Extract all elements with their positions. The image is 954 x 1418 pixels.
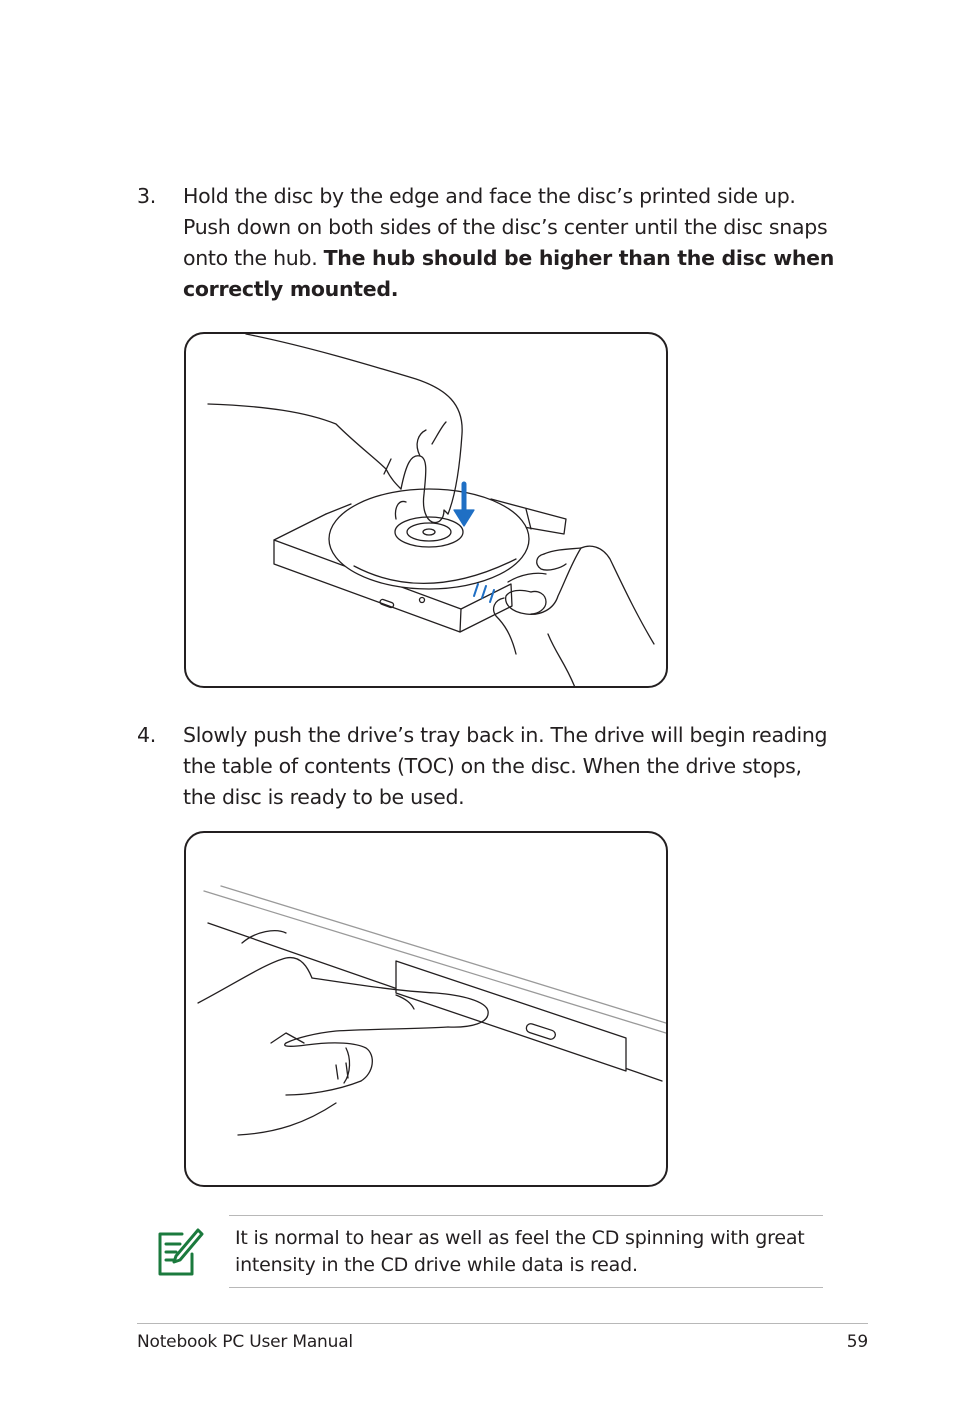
page-number: 59 xyxy=(846,1332,868,1352)
note-text: It is normal to hear as well as feel the CD spinning with great intensity in the CD drive while data is read. xyxy=(235,1227,805,1276)
step-instruction: Slowly push the drive’s tray back in. The drive will begin reading the table of contents (TOC) on the disc. When the drive stops, the disc is ready to be used. xyxy=(183,723,828,809)
note-pencil-icon xyxy=(156,1226,204,1278)
note-top-rule xyxy=(229,1215,823,1216)
tray-push-illustration xyxy=(184,831,668,1187)
step-4 xyxy=(137,720,837,813)
step-emphasis: The hub should be higher than the disc when correctly mounted. xyxy=(183,246,835,301)
step-instruction: Hold the disc by the edge and face the disc’s printed side up. Push down on both sides of the disc’s center until the disc snaps onto the hub. xyxy=(183,184,828,270)
footer-title: Notebook PC User Manual xyxy=(137,1332,353,1352)
footer-rule xyxy=(137,1323,868,1324)
step-number: 3. xyxy=(137,184,156,208)
step-number: 4. xyxy=(137,723,156,747)
step-3 xyxy=(137,181,837,305)
step-text xyxy=(183,181,837,305)
step-text xyxy=(183,720,837,813)
disc-mounting-illustration xyxy=(184,332,668,688)
note-bottom-rule xyxy=(229,1287,823,1288)
